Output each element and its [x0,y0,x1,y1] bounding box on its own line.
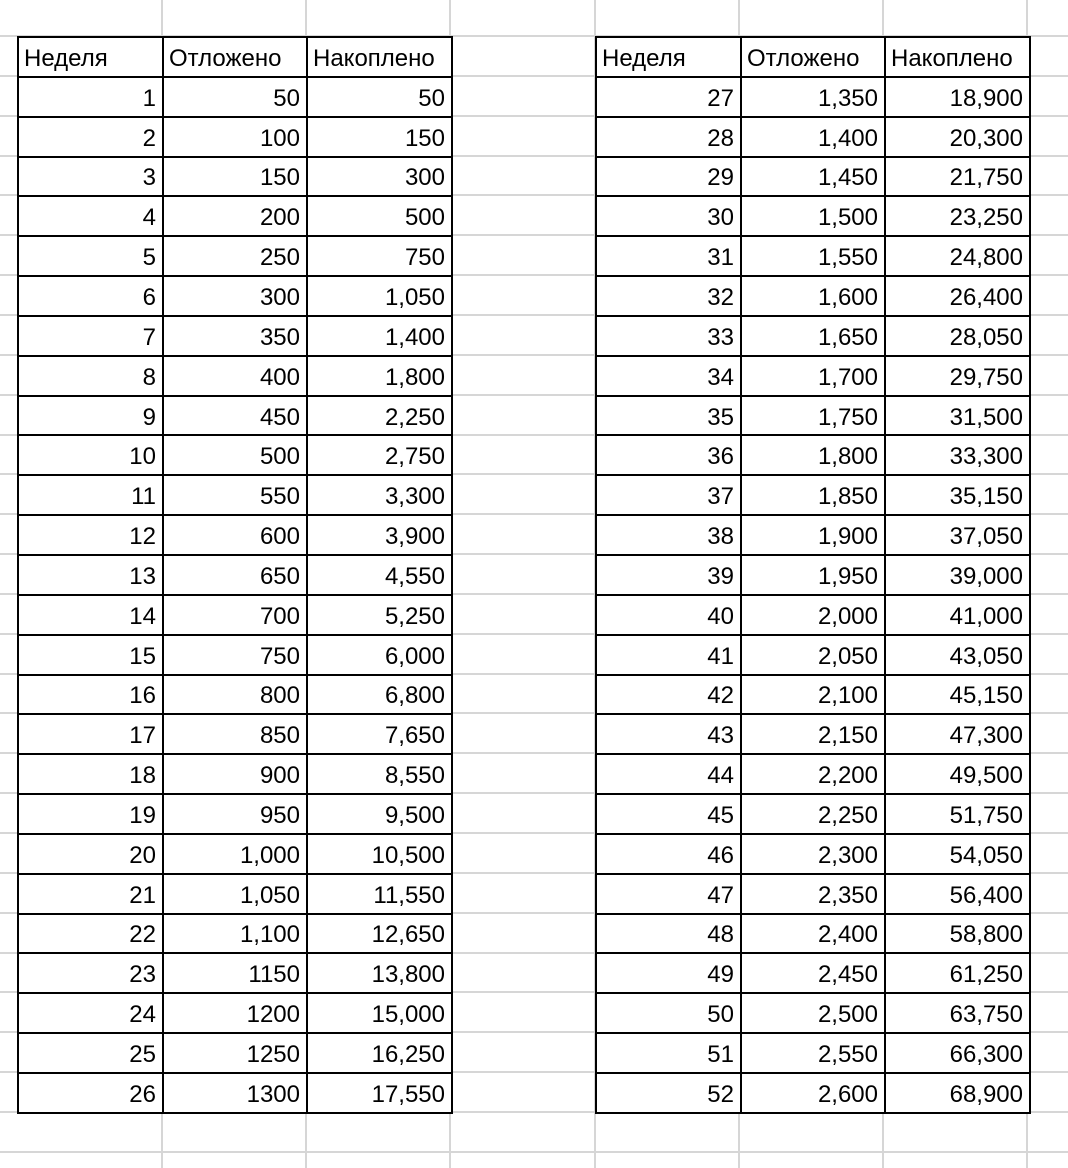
cell-accumulated[interactable]: 66,300 [885,1033,1030,1073]
cell-saved[interactable]: 1200 [163,993,307,1033]
cell-week[interactable]: 43 [596,714,741,754]
cell-accumulated[interactable]: 17,550 [307,1073,452,1113]
cell-saved[interactable]: 2,500 [741,993,885,1033]
cell-saved[interactable]: 1300 [163,1073,307,1113]
cell-saved[interactable]: 1,900 [741,515,885,555]
cell-week[interactable]: 27 [596,77,741,117]
cell-saved[interactable]: 2,250 [741,794,885,834]
cell-accumulated[interactable]: 61,250 [885,953,1030,993]
cell-accumulated[interactable]: 28,050 [885,316,1030,356]
cell-accumulated[interactable]: 47,300 [885,714,1030,754]
header-week[interactable]: Неделя [18,37,163,77]
cell-week[interactable]: 38 [596,515,741,555]
cell-week[interactable]: 42 [596,675,741,715]
cell-saved[interactable]: 100 [163,117,307,157]
cell-accumulated[interactable]: 26,400 [885,276,1030,316]
cell-accumulated[interactable]: 8,550 [307,754,452,794]
cell-week[interactable]: 51 [596,1033,741,1073]
cell-week[interactable]: 35 [596,396,741,436]
cell-week[interactable]: 22 [18,914,163,954]
cell-week[interactable]: 18 [18,754,163,794]
table-row [18,1073,452,1113]
cell-saved[interactable]: 1,000 [163,834,307,874]
cell-week[interactable]: 11 [18,475,163,515]
cell-saved[interactable]: 1,350 [741,77,885,117]
cell-accumulated[interactable]: 7,650 [307,714,452,754]
cell-saved[interactable]: 1,500 [741,196,885,236]
cell-accumulated[interactable]: 9,500 [307,794,452,834]
cell-accumulated[interactable]: 1,400 [307,316,452,356]
cell-saved[interactable]: 1,950 [741,555,885,595]
savings-table-weeks-27-52 [595,36,1031,1114]
cell-accumulated[interactable]: 41,000 [885,595,1030,635]
table-row [596,714,1030,754]
table-row [18,555,452,595]
cell-saved[interactable]: 1,800 [741,435,885,475]
cell-saved[interactable]: 850 [163,714,307,754]
cell-accumulated[interactable]: 5,250 [307,595,452,635]
cell-saved[interactable]: 1,400 [741,117,885,157]
cell-week[interactable]: 47 [596,874,741,914]
cell-saved[interactable]: 2,150 [741,714,885,754]
cell-week[interactable]: 28 [596,117,741,157]
left-table-body [18,37,452,1113]
table-row [596,555,1030,595]
cell-saved[interactable]: 2,600 [741,1073,885,1113]
cell-saved[interactable]: 250 [163,236,307,276]
cell-week[interactable]: 46 [596,834,741,874]
cell-saved[interactable]: 450 [163,396,307,436]
cell-saved[interactable]: 2,300 [741,834,885,874]
table-row [18,196,452,236]
cell-accumulated[interactable]: 43,050 [885,635,1030,675]
cell-accumulated[interactable]: 500 [307,196,452,236]
table-row [596,1033,1030,1073]
table-row [596,196,1030,236]
cell-accumulated[interactable]: 20,300 [885,117,1030,157]
table-row [596,874,1030,914]
cell-accumulated[interactable]: 16,250 [307,1033,452,1073]
cell-accumulated[interactable]: 23,250 [885,196,1030,236]
table-row [596,953,1030,993]
table-row [596,595,1030,635]
cell-saved[interactable]: 1,600 [741,276,885,316]
table-row [18,396,452,436]
cell-accumulated[interactable]: 15,000 [307,993,452,1033]
cell-week[interactable]: 45 [596,794,741,834]
table-row [18,834,452,874]
cell-accumulated[interactable]: 750 [307,236,452,276]
cell-accumulated[interactable]: 49,500 [885,754,1030,794]
cell-saved[interactable]: 1,450 [741,157,885,197]
cell-accumulated[interactable]: 3,300 [307,475,452,515]
cell-week[interactable]: 37 [596,475,741,515]
cell-accumulated[interactable]: 300 [307,157,452,197]
cell-saved[interactable]: 2,400 [741,914,885,954]
cell-accumulated[interactable]: 11,550 [307,874,452,914]
cell-saved[interactable]: 800 [163,675,307,715]
right-table-body [596,37,1030,1113]
cell-accumulated[interactable]: 6,000 [307,635,452,675]
cell-accumulated[interactable]: 63,750 [885,993,1030,1033]
cell-week[interactable]: 36 [596,435,741,475]
table-row [18,754,452,794]
header-accumulated[interactable]: Накоплено [307,37,452,77]
table-row [596,77,1030,117]
cell-week[interactable]: 19 [18,794,163,834]
table-row [18,1033,452,1073]
cell-week[interactable]: 15 [18,635,163,675]
cell-accumulated[interactable]: 13,800 [307,953,452,993]
cell-week[interactable]: 26 [18,1073,163,1113]
cell-saved[interactable]: 2,000 [741,595,885,635]
cell-week[interactable]: 48 [596,914,741,954]
cell-saved[interactable]: 2,100 [741,675,885,715]
cell-accumulated[interactable]: 68,900 [885,1073,1030,1113]
cell-accumulated[interactable]: 6,800 [307,675,452,715]
cell-saved[interactable]: 650 [163,555,307,595]
cell-accumulated[interactable]: 2,750 [307,435,452,475]
cell-saved[interactable]: 1150 [163,953,307,993]
cell-week[interactable]: 14 [18,595,163,635]
table-row [18,595,452,635]
cell-accumulated[interactable]: 31,500 [885,396,1030,436]
cell-accumulated[interactable]: 10,500 [307,834,452,874]
cell-week[interactable]: 3 [18,157,163,197]
table-row [596,157,1030,197]
table-row [18,236,452,276]
table-row [18,794,452,834]
cell-accumulated[interactable]: 45,150 [885,675,1030,715]
table-row [18,714,452,754]
cell-saved[interactable]: 750 [163,635,307,675]
cell-week[interactable]: 30 [596,196,741,236]
table-row [18,356,452,396]
cell-week[interactable]: 32 [596,276,741,316]
table-row [18,993,452,1033]
cell-accumulated[interactable]: 150 [307,117,452,157]
savings-table-weeks-1-26 [17,36,453,1114]
cell-accumulated[interactable]: 54,050 [885,834,1030,874]
cell-week[interactable]: 20 [18,834,163,874]
table-row [596,914,1030,954]
cell-week[interactable]: 10 [18,435,163,475]
table-row [596,276,1030,316]
cell-week[interactable]: 34 [596,356,741,396]
cell-saved[interactable]: 1,050 [163,874,307,914]
cell-week[interactable]: 5 [18,236,163,276]
cell-accumulated[interactable]: 39,000 [885,555,1030,595]
cell-week[interactable]: 24 [18,993,163,1033]
cell-week[interactable]: 21 [18,874,163,914]
cell-week[interactable]: 23 [18,953,163,993]
cell-saved[interactable]: 2,200 [741,754,885,794]
header-saved[interactable]: Отложено [163,37,307,77]
cell-saved[interactable]: 2,050 [741,635,885,675]
cell-saved[interactable]: 150 [163,157,307,197]
cell-week[interactable]: 49 [596,953,741,993]
cell-saved[interactable]: 1250 [163,1033,307,1073]
table-row [18,675,452,715]
cell-accumulated[interactable]: 18,900 [885,77,1030,117]
cell-saved[interactable]: 400 [163,356,307,396]
cell-saved[interactable]: 1,100 [163,914,307,954]
cell-saved[interactable]: 550 [163,475,307,515]
cell-accumulated[interactable]: 2,250 [307,396,452,436]
table-row [596,396,1030,436]
cell-week[interactable]: 7 [18,316,163,356]
cell-week[interactable]: 44 [596,754,741,794]
cell-saved[interactable]: 950 [163,794,307,834]
cell-saved[interactable]: 300 [163,276,307,316]
cell-accumulated[interactable]: 21,750 [885,157,1030,197]
cell-saved[interactable]: 1,850 [741,475,885,515]
table-row [596,475,1030,515]
table-row [596,1073,1030,1113]
cell-accumulated[interactable]: 1,800 [307,356,452,396]
cell-saved[interactable]: 900 [163,754,307,794]
cell-accumulated[interactable]: 37,050 [885,515,1030,555]
cell-accumulated[interactable]: 1,050 [307,276,452,316]
table-row [596,117,1030,157]
cell-accumulated[interactable]: 29,750 [885,356,1030,396]
table-row [596,794,1030,834]
cell-week[interactable]: 31 [596,236,741,276]
cell-saved[interactable]: 2,550 [741,1033,885,1073]
table-row [18,914,452,954]
cell-saved[interactable]: 700 [163,595,307,635]
cell-week[interactable]: 50 [596,993,741,1033]
table-row [596,635,1030,675]
table-row [596,515,1030,555]
cell-accumulated[interactable]: 56,400 [885,874,1030,914]
cell-week[interactable]: 52 [596,1073,741,1113]
cell-accumulated[interactable]: 35,150 [885,475,1030,515]
header-week[interactable]: Неделя [596,37,741,77]
table-row [18,874,452,914]
table-row [18,77,452,117]
cell-accumulated[interactable]: 33,300 [885,435,1030,475]
table-row [596,834,1030,874]
table-row [596,356,1030,396]
table-row [596,675,1030,715]
cell-saved[interactable]: 2,450 [741,953,885,993]
header-row [18,37,452,77]
cell-week[interactable]: 33 [596,316,741,356]
table-row [18,117,452,157]
cell-saved[interactable]: 500 [163,435,307,475]
gridline-horizontal [0,1151,1068,1153]
cell-week[interactable]: 40 [596,595,741,635]
cell-accumulated[interactable]: 4,550 [307,555,452,595]
cell-saved[interactable]: 50 [163,77,307,117]
header-row [596,37,1030,77]
table-row [18,953,452,993]
cell-saved[interactable]: 1,650 [741,316,885,356]
cell-week[interactable]: 12 [18,515,163,555]
cell-saved[interactable]: 2,350 [741,874,885,914]
cell-accumulated[interactable]: 12,650 [307,914,452,954]
cell-week[interactable]: 17 [18,714,163,754]
cell-accumulated[interactable]: 24,800 [885,236,1030,276]
header-saved[interactable]: Отложено [741,37,885,77]
cell-saved[interactable]: 1,550 [741,236,885,276]
table-row [596,316,1030,356]
table-row [596,236,1030,276]
cell-week[interactable]: 8 [18,356,163,396]
table-row [18,635,452,675]
cell-week[interactable]: 16 [18,675,163,715]
cell-accumulated[interactable]: 50 [307,77,452,117]
cell-week[interactable]: 29 [596,157,741,197]
cell-week[interactable]: 9 [18,396,163,436]
cell-week[interactable]: 2 [18,117,163,157]
cell-accumulated[interactable]: 51,750 [885,794,1030,834]
table-row [596,993,1030,1033]
cell-week[interactable]: 41 [596,635,741,675]
cell-accumulated[interactable]: 58,800 [885,914,1030,954]
cell-week[interactable]: 4 [18,196,163,236]
table-row [18,475,452,515]
table-row [596,435,1030,475]
cell-saved[interactable]: 600 [163,515,307,555]
cell-saved[interactable]: 1,700 [741,356,885,396]
cell-saved[interactable]: 350 [163,316,307,356]
cell-week[interactable]: 39 [596,555,741,595]
table-row [18,276,452,316]
cell-accumulated[interactable]: 3,900 [307,515,452,555]
table-row [18,515,452,555]
table-row [596,754,1030,794]
table-row [18,435,452,475]
cell-week[interactable]: 1 [18,77,163,117]
table-row [18,157,452,197]
cell-week[interactable]: 6 [18,276,163,316]
cell-saved[interactable]: 1,750 [741,396,885,436]
header-accumulated[interactable]: Накоплено [885,37,1030,77]
table-row [18,316,452,356]
cell-week[interactable]: 13 [18,555,163,595]
cell-week[interactable]: 25 [18,1033,163,1073]
cell-saved[interactable]: 200 [163,196,307,236]
